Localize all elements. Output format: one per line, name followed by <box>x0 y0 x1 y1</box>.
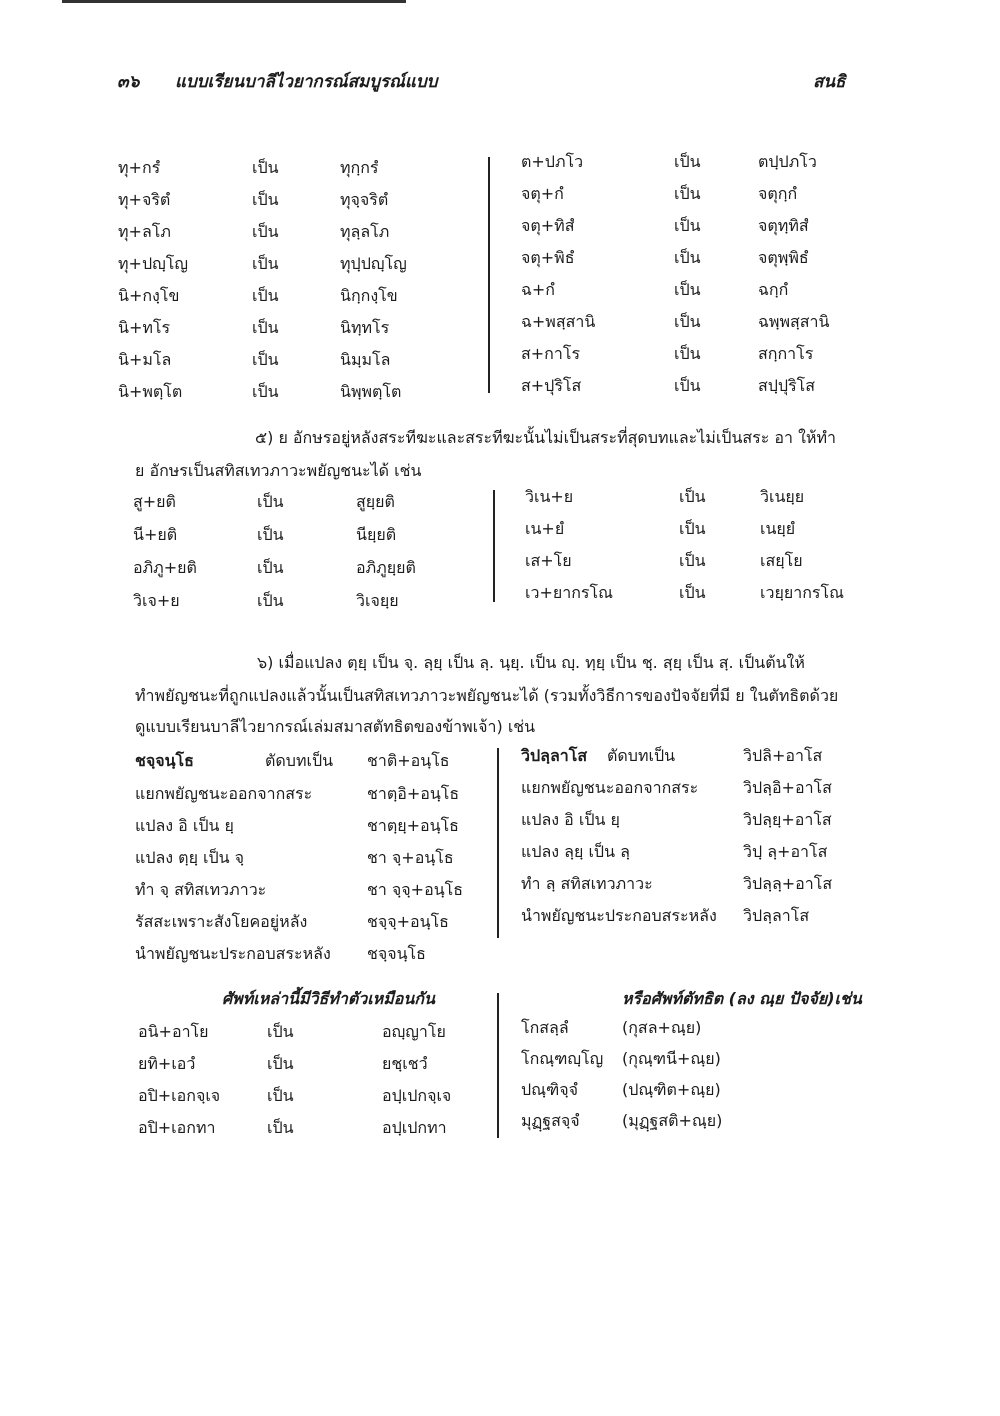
term-result: ตปฺปภโว <box>758 152 817 171</box>
derivation-cut-label: ตัดบทเป็น <box>607 746 676 765</box>
derivation-cut-label: ตัดบทเป็น <box>265 751 334 770</box>
derivation-step-label: นำพยัญชนะประกอบสระหลัง <box>135 944 331 963</box>
chapter-title: สนธิ <box>813 72 846 92</box>
connector-word: เป็น <box>679 519 706 538</box>
connector-word: เป็น <box>267 1022 294 1041</box>
derivation-step-value: ชาตฺยฺ+อนฺโธ <box>367 816 459 835</box>
term-result: นิกฺกงฺโข <box>340 286 398 305</box>
term-input: จตุ+พิธํ <box>521 248 575 267</box>
term-result: ยชฺเชวํ <box>382 1054 428 1073</box>
term-result: ฉพฺพสฺสานิ <box>758 312 830 331</box>
connector-word: เป็น <box>674 344 701 363</box>
term-input: อปิ+เอกจฺเจ <box>138 1086 221 1105</box>
column-divider <box>497 993 499 1138</box>
connector-word: เป็น <box>674 152 701 171</box>
derivation-step-value: วิปลฺลฺ+อาโส <box>743 874 833 893</box>
rule-6-line-2: ทำพยัญชนะที่ถูกแปลงแล้วนั้นเป็นสทิสเทวภาวะพยัญชนะได้ (รวมทั้งวิธีการของปัจจัยที่มี ย ในตัทธิตด้วย <box>135 686 839 705</box>
term-result: นิมฺมโล <box>340 350 391 369</box>
derivation-step-label: แยกพยัญชนะออกจากสระ <box>521 778 699 797</box>
term-input: ฉ+พสฺสานิ <box>521 312 596 331</box>
term-input: ทุ+กรํ <box>118 158 161 177</box>
connector-word: เป็น <box>257 525 284 544</box>
derivation-word: ชจฺจนฺโธ <box>135 751 194 770</box>
derivation-step-label: แปลง ลฺยฺ เป็น ลฺ <box>521 842 630 861</box>
rule-5-line-1: ๕) ย อักษรอยู่หลังสระทีฆะและสระทีฆะนั้นไม่เป็นสระที่สุดบทและไม่เป็นสระ อา ให้ทำ <box>255 428 836 447</box>
connector-word: เป็น <box>679 583 706 602</box>
column-divider <box>497 748 499 938</box>
term-result: วิเจยฺย <box>356 591 399 610</box>
term-result: ทุลฺลโภ <box>340 222 390 241</box>
term-result: วิเนยฺย <box>760 487 805 506</box>
term-input: จตุ+ทิสํ <box>521 216 575 235</box>
connector-word: เป็น <box>252 190 279 209</box>
connector-word: เป็น <box>252 382 279 401</box>
connector-word: เป็น <box>252 158 279 177</box>
derivation-step-label: ทำ ลฺ สทิสเทวภาวะ <box>521 874 653 893</box>
column-divider <box>488 157 490 393</box>
term-input: นิ+พตฺโต <box>118 382 183 401</box>
term-input: ยทิ+เอวํ <box>138 1054 196 1073</box>
derivation-step-value: วิปลฺยฺ+อาโส <box>743 810 832 829</box>
term-result: นิทฺทโร <box>340 318 390 337</box>
rule-6-line-3: ดูแบบเรียนบาลีไวยากรณ์เล่มสมาสตัทธิตของข้าพเจ้า) เช่น <box>135 717 536 736</box>
derivation-step-value: ชาตฺอิ+อนฺโธ <box>367 784 460 803</box>
term-input: ทุ+จริตํ <box>118 190 171 209</box>
term-input: ส+กาโร <box>521 344 581 363</box>
connector-word: เป็น <box>679 487 706 506</box>
term-input: วิเจ+ย <box>133 591 180 610</box>
term-input: ส+ปุริโส <box>521 376 582 395</box>
taddhita-word: โกณฺฑญฺโญ <box>521 1049 604 1068</box>
taddhita-analysis: (มุฏฺฐสติ+ณฺย) <box>622 1111 723 1130</box>
connector-word: เป็น <box>252 350 279 369</box>
connector-word: เป็น <box>674 248 701 267</box>
derivation-cut-value: ชาติ+อนฺโธ <box>367 751 450 770</box>
taddhita-word: มุฏฺฐสจฺจํ <box>521 1111 580 1130</box>
term-result: สปฺปุริโส <box>758 376 816 395</box>
derivation-word: วิปลฺลาโส <box>521 746 588 765</box>
term-input: นิ+กงฺโข <box>118 286 180 305</box>
term-result: ทุปฺปญฺโญ <box>340 254 407 273</box>
term-result: จตุพฺพิธํ <box>758 248 809 267</box>
column-divider <box>493 490 495 602</box>
top-rule <box>62 0 406 3</box>
derivation-step-label: แปลง ตฺยฺ เป็น จฺ <box>135 848 245 867</box>
term-result: ฉกฺกํ <box>758 280 789 299</box>
derivation-step-label: นำพยัญชนะประกอบสระหลัง <box>521 906 717 925</box>
derivation-step-label: แปลง อิ เป็น ยฺ <box>521 810 620 829</box>
connector-word: เป็น <box>257 591 284 610</box>
derivation-step-value: ชจฺจฺ+อนฺโธ <box>367 912 449 931</box>
connector-word: เป็น <box>252 286 279 305</box>
term-input: อนิ+อาโย <box>138 1022 209 1041</box>
term-input: ต+ปภโว <box>521 152 584 171</box>
term-result: จตุทฺทิสํ <box>758 216 809 235</box>
term-input: เส+โย <box>525 551 572 570</box>
taddhita-analysis: (กุณฺฑนี+ณฺย) <box>622 1049 721 1068</box>
term-input: นิ+มโล <box>118 350 172 369</box>
taddhita-analysis: (ปณฺฑิต+ณฺย) <box>622 1080 721 1099</box>
connector-word: เป็น <box>257 558 284 577</box>
section-4-left-heading: ศัพท์เหล่านี้มีวิธีทำตัวเหมือนกัน <box>222 989 435 1008</box>
term-input: จตุ+กํ <box>521 184 564 203</box>
connector-word: เป็น <box>674 376 701 395</box>
connector-word: เป็น <box>252 254 279 273</box>
derivation-step-value: ชา จฺจฺ+อนฺโธ <box>367 880 463 899</box>
term-input: เน+ยํ <box>525 519 565 538</box>
derivation-step-value: ชา จฺ+อนฺโธ <box>367 848 454 867</box>
term-result: อภิภูยฺยติ <box>356 558 416 577</box>
derivation-cut-value: วิปลิ+อาโส <box>743 746 823 765</box>
term-result: นิพฺพตฺโต <box>340 382 402 401</box>
term-input: ฉ+กํ <box>521 280 555 299</box>
connector-word: เป็น <box>252 318 279 337</box>
derivation-step-value: ชจฺจนฺโธ <box>367 944 426 963</box>
connector-word: เป็น <box>679 551 706 570</box>
term-result: สกฺกาโร <box>758 344 814 363</box>
term-input: นี+ยติ <box>133 525 178 544</box>
connector-word: เป็น <box>252 222 279 241</box>
derivation-step-label: ทำ จฺ สทิสเทวภาวะ <box>135 880 267 899</box>
rule-5-line-2: ย อักษรเป็นสทิสเทวภาวะพยัญชนะได้ เช่น <box>135 461 422 480</box>
connector-word: เป็น <box>257 492 284 511</box>
term-result: จตุกฺกํ <box>758 184 798 203</box>
page-title: แบบเรียนบาลีไวยากรณ์สมบูรณ์แบบ <box>175 72 438 92</box>
term-result: อปฺเปกจฺเจ <box>382 1086 452 1105</box>
section-4-right-heading: หรือศัพท์ตัทธิต (ลง ณฺย ปัจจัย)เช่น <box>622 989 862 1008</box>
term-input: เว+ยากรโณ <box>525 583 613 602</box>
connector-word: เป็น <box>674 312 701 331</box>
connector-word: เป็น <box>674 184 701 203</box>
term-result: อญฺญาโย <box>382 1022 446 1041</box>
term-input: สู+ยติ <box>133 492 176 511</box>
taddhita-word: ปณฺฑิจฺจํ <box>521 1080 579 1099</box>
term-result: ทุจฺจริตํ <box>340 190 389 209</box>
term-result: นียฺยติ <box>356 525 397 544</box>
derivation-step-label: แปลง อิ เป็น ยฺ <box>135 816 234 835</box>
term-result: เนยฺยํ <box>760 519 796 538</box>
derivation-step-value: วิปฺ ลฺ+อาโส <box>743 842 828 861</box>
term-input: อภิภู+ยติ <box>133 558 197 577</box>
term-result: อปฺเปกทา <box>382 1118 447 1137</box>
term-result: เวยฺยากรโณ <box>760 583 844 602</box>
term-result: ทุกฺกรํ <box>340 158 379 177</box>
term-result: สูยฺยติ <box>356 492 395 511</box>
connector-word: เป็น <box>674 280 701 299</box>
connector-word: เป็น <box>674 216 701 235</box>
term-input: วิเน+ย <box>525 487 574 506</box>
term-input: ทุ+ลโภ <box>118 222 171 241</box>
term-input: อปิ+เอกทา <box>138 1118 216 1137</box>
term-input: ทุ+ปญฺโญ <box>118 254 188 273</box>
derivation-step-value: วิปลฺอิ+อาโส <box>743 778 832 797</box>
connector-word: เป็น <box>267 1086 294 1105</box>
connector-word: เป็น <box>267 1054 294 1073</box>
connector-word: เป็น <box>267 1118 294 1137</box>
term-input: นิ+ทโร <box>118 318 171 337</box>
derivation-step-value: วิปลฺลาโส <box>743 906 810 925</box>
page-number: ๓๖ <box>117 72 140 92</box>
taddhita-analysis: (กุสล+ณฺย) <box>622 1018 702 1037</box>
term-result: เสยฺโย <box>760 551 803 570</box>
derivation-step-label: แยกพยัญชนะออกจากสระ <box>135 784 313 803</box>
taddhita-word: โกสลฺลํ <box>521 1018 569 1037</box>
rule-6-line-1: ๖) เมื่อแปลง ตฺยฺ เป็น จฺ. ลฺยฺ เป็น ลฺ. นฺยฺ. เป็น ญฺ. ทฺยฺ เป็น ชฺ. สฺยฺ เป็น สฺ. เป็นต้นให้ <box>257 653 805 672</box>
derivation-step-label: รัสสะเพราะสังโยคอยู่หลัง <box>135 912 308 931</box>
